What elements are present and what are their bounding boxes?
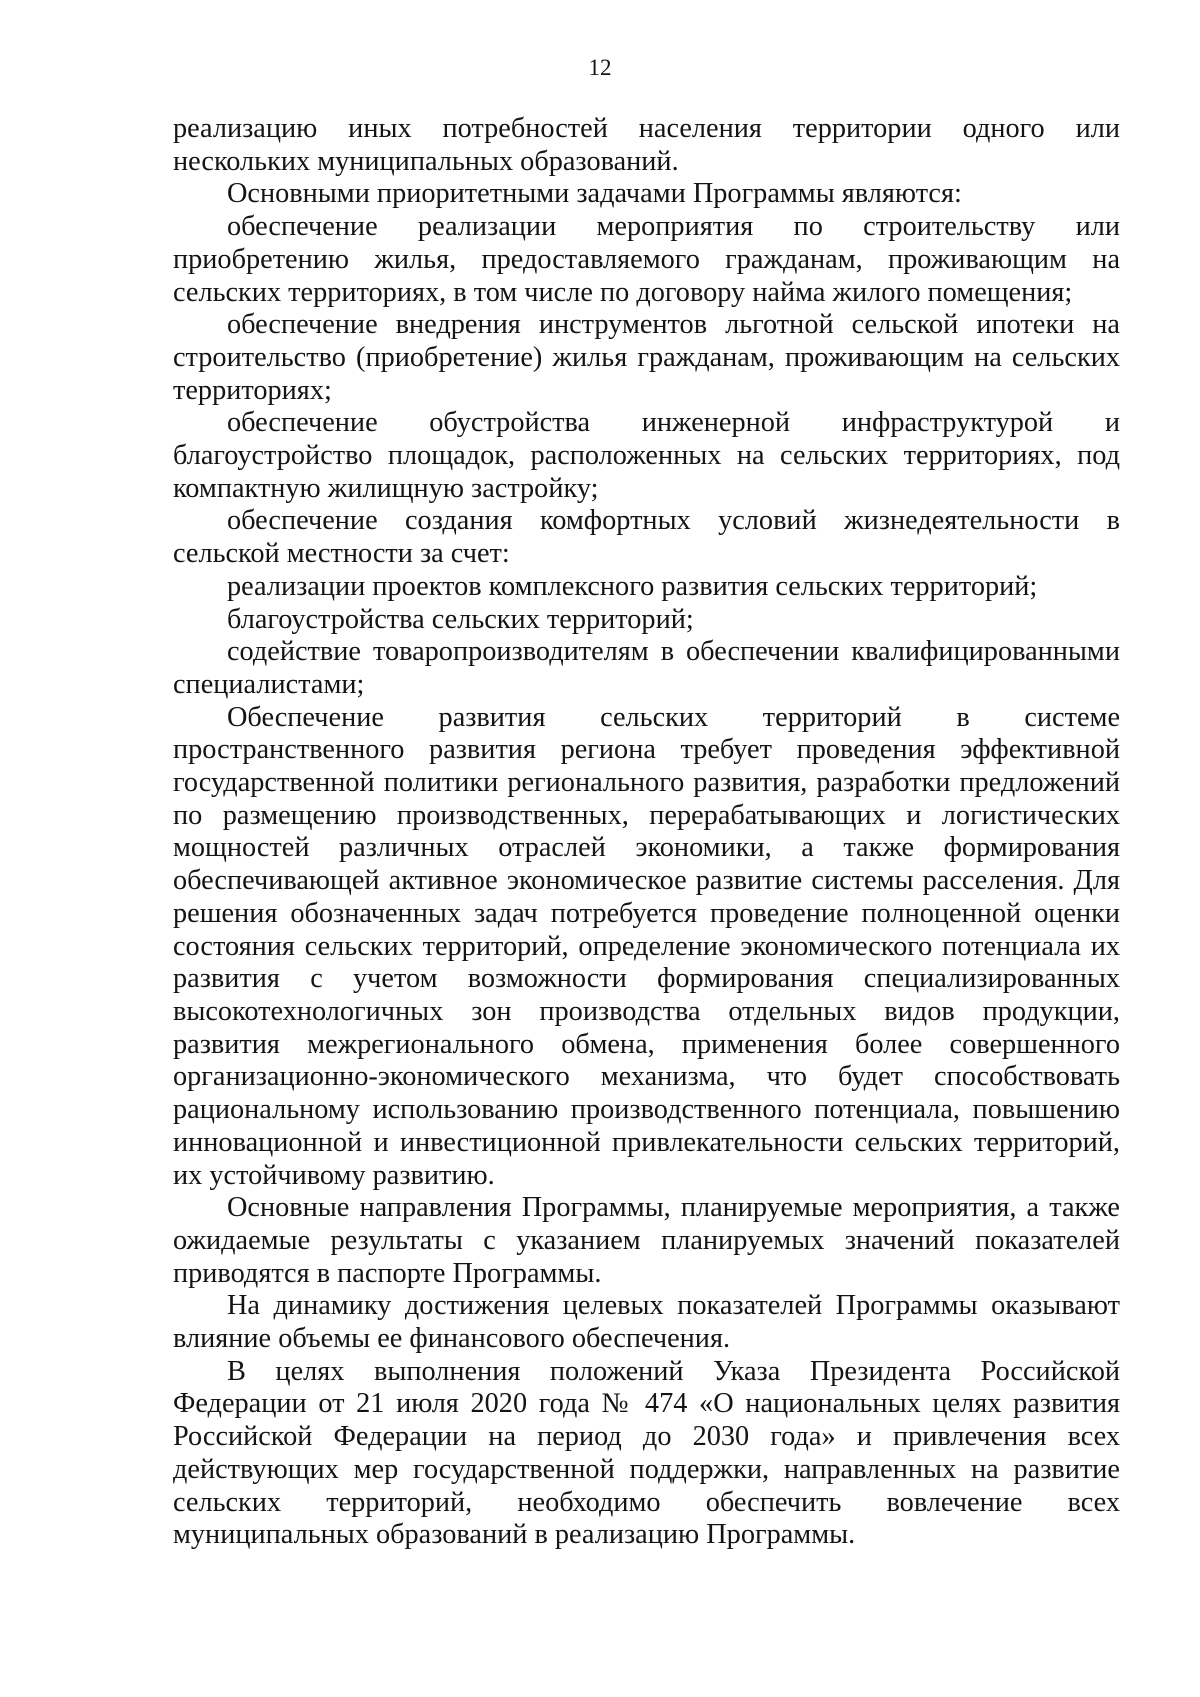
paragraph: реализацию иных потребностей населения территории одного или нескольких муниципальных образований. bbox=[173, 113, 1120, 177]
page-number: 12 bbox=[588, 55, 612, 80]
paragraph: обеспечение обустройства инженерной инфраструктурой и благоустройство площадок, расположенных на сельских территориях, под компактную жилищную застройку; bbox=[173, 407, 1120, 504]
document-body bbox=[173, 113, 1120, 1552]
paragraph: Основные направления Программы, планируемые мероприятия, а также ожидаемые результаты с указанием планируемых значений показателей приводятся в паспорте Программы. bbox=[173, 1192, 1120, 1289]
paragraph: обеспечение внедрения инструментов льготной сельской ипотеки на строительство (приобретение) жилья гражданам, проживающим на сельских территориях; bbox=[173, 309, 1120, 406]
paragraph: благоустройства сельских территорий; bbox=[227, 603, 694, 635]
paragraph: Обеспечение развития сельских территорий в системе пространственного развития региона требует проведения эффективной государственной политики регионального развития, разработки предложений по размещению производственных, перерабатывающих и логистических мощностей различных отраслей экономики, а также формирования обеспечивающей активное экономическое развитие системы расселения. Для решения обозначенных задач потребуется проведение полноценной оценки состояния сельских территорий, определение экономического потенциала их развития с учетом возможности формирования специализированных высокотехнологичных зон производства отдельных видов продукции, развития межрегионального обмена, применения более совершенного организационно-экономического механизма, что будет способствовать рациональному использованию производственного потенциала, повышению инновационной и инвестиционной привлекательности сельских территорий, их устойчивому развитию. bbox=[173, 701, 1120, 1191]
paragraph: обеспечение создания комфортных условий жизнедеятельности в сельской местности за счет: bbox=[173, 505, 1120, 570]
paragraph: В целях выполнения положений Указа Президента Российской Федерации от 21 июля 2020 года № 474 «О национальных целях развития Российской Федерации на период до 2030 года» и привлечения всех действующих мер государственной поддержки, направленных на развитие сельских территорий, необходимо обеспечить вовлечение всех муниципальных образований в реализацию Программы. bbox=[173, 1355, 1120, 1551]
paragraph: реализации проектов комплексного развития сельских территорий; bbox=[227, 570, 1038, 602]
paragraph: Основными приоритетными задачами Программы являются: bbox=[227, 178, 962, 210]
paragraph: содействие товаропроизводителям в обеспечении квалифицированными специалистами; bbox=[173, 636, 1120, 700]
paragraph: обеспечение реализации мероприятия по строительству или приобретению жилья, предоставляемого гражданам, проживающим на сельских территориях, в том числе по договору найма жилого помещения; bbox=[173, 211, 1120, 308]
paragraph: На динамику достижения целевых показателей Программы оказывают влияние объемы ее финансового обеспечения. bbox=[173, 1290, 1120, 1355]
